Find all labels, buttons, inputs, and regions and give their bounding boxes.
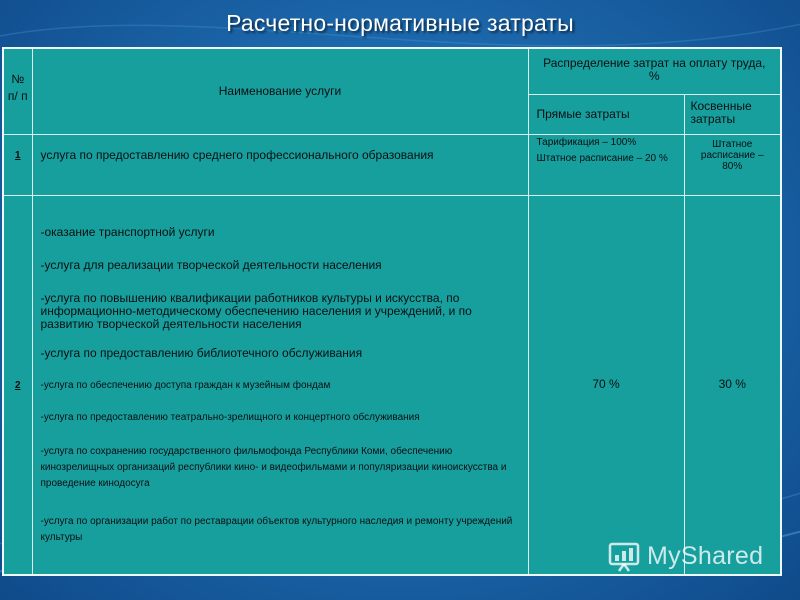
row2-indirect-value: 30 % <box>718 377 746 392</box>
row1-indirect <box>684 134 781 195</box>
header-name <box>32 48 528 134</box>
row2-num-label: 2 <box>14 380 21 392</box>
row2-direct-value: 70 % <box>592 377 620 392</box>
header-num-label: № п/ п <box>7 72 28 103</box>
service-item: -услуга по организации работ по реставрации объектов культурного наследия и ремонту учреждений культуры <box>40 515 513 543</box>
row2-direct <box>528 195 684 575</box>
service-item: -услуга по сохранению государственного фильмофонда Республики Коми, обеспечению кинозрелищных организаций республики кино- и видеофильмами и популяризации киноискусства и проведение кинодосуга <box>40 445 507 489</box>
watermark-logo <box>607 537 763 575</box>
presentation-icon <box>607 539 641 573</box>
row1-service-label: услуга по предоставлению среднего профессионального образования <box>40 147 434 162</box>
service-item: -оказание транспортной услуги <box>40 224 215 239</box>
row2-services <box>32 195 528 575</box>
header-distribution-label: Распределение затрат на оплату труда, % <box>543 56 766 83</box>
cost-table <box>2 47 782 576</box>
row2-num <box>3 195 32 575</box>
header-num <box>3 48 32 134</box>
header-distribution <box>528 48 781 94</box>
table-row <box>3 134 781 195</box>
row1-service <box>32 134 528 195</box>
header-indirect-label: Косвенные затраты <box>690 98 752 126</box>
header-direct-label: Прямые затраты <box>536 106 630 121</box>
row1-direct-line2: Штатное расписание – 20 % <box>536 152 668 164</box>
row1-indirect-label: Штатное расписание – 80% <box>700 138 764 172</box>
row1-num <box>3 134 32 195</box>
service-item: -услуга для реализации творческой деятельности населения <box>40 257 382 272</box>
service-item: -услуга по повышению квалификации работников культуры и искусства, по информационно-методическому обеспечению населения и учреждений, и по развитию творческой деятельности населения <box>40 290 472 331</box>
watermark-text: MyShared <box>647 541 764 570</box>
row1-direct-line1: Тарификация – 100% <box>536 136 637 148</box>
row2-indirect <box>684 195 781 575</box>
header-name-label: Наименование услуги <box>218 83 342 98</box>
header-indirect <box>684 94 781 134</box>
page-title: Расчетно-нормативные затраты <box>226 10 574 36</box>
table-row <box>3 195 781 575</box>
service-item: -услуга по предоставлению театрально-зрелищного и концертного обслуживания <box>40 411 420 423</box>
header-direct <box>528 94 684 134</box>
row1-direct <box>528 134 684 195</box>
row1-num-label: 1 <box>14 149 21 161</box>
service-item: -услуга по обеспечению доступа граждан к музейным фондам <box>40 379 331 391</box>
service-item: -услуга по предоставлению библиотечного обслуживания <box>40 345 363 360</box>
